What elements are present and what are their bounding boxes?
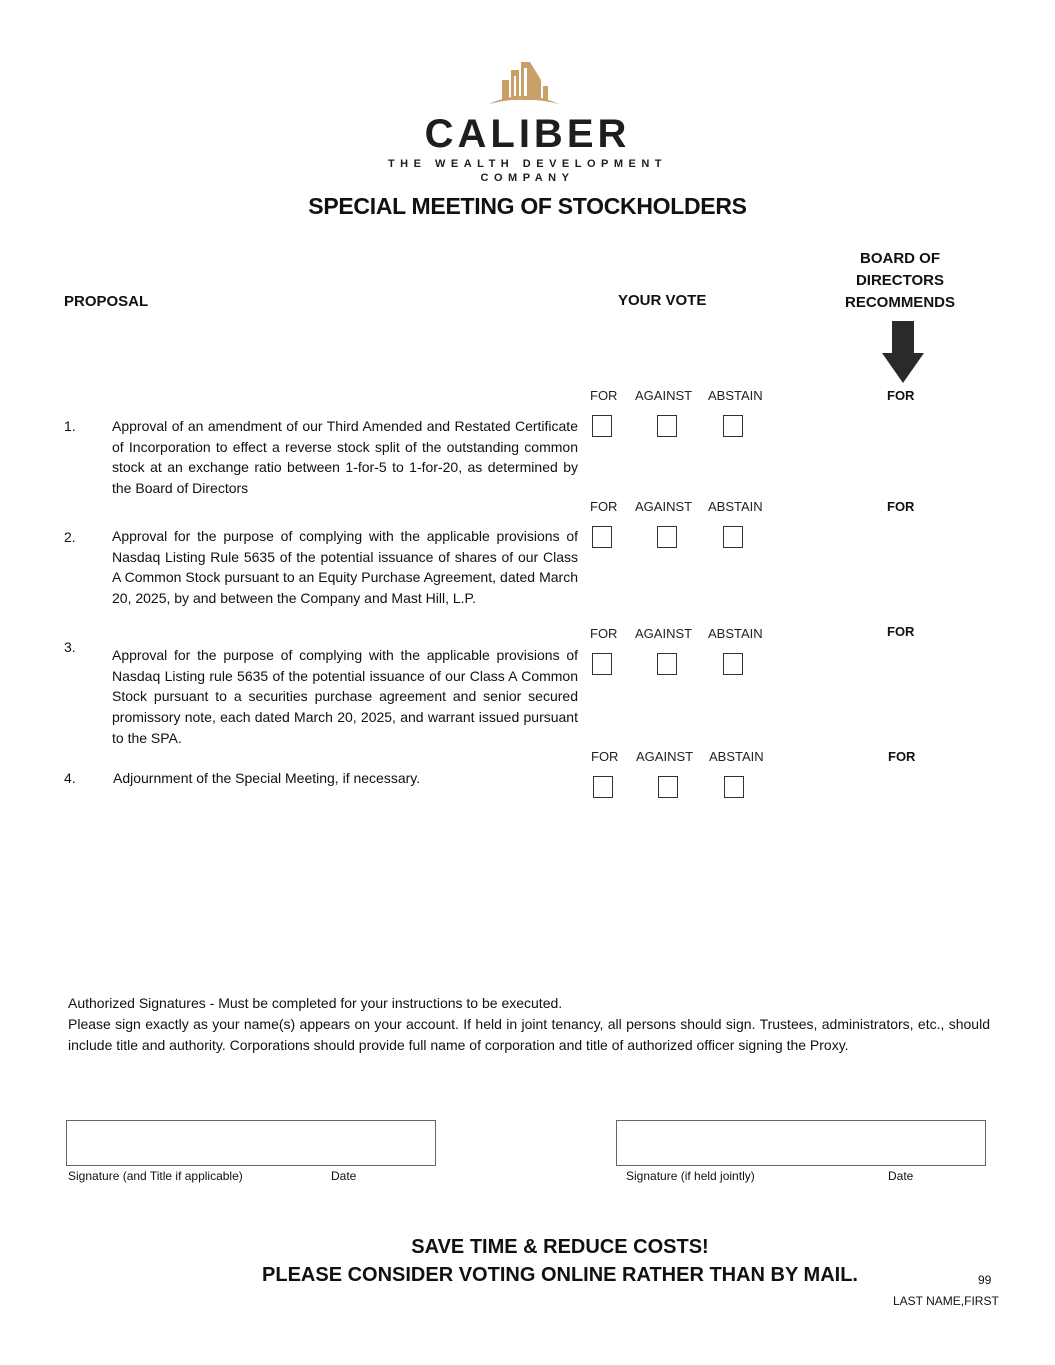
p3-recommendation: FOR xyxy=(887,624,915,639)
p1-for-label: FOR xyxy=(590,388,618,403)
p3-for-label: FOR xyxy=(590,626,618,641)
p4-for-checkbox[interactable] xyxy=(593,776,613,798)
arrow-down-icon xyxy=(882,321,924,383)
p2-abstain-checkbox[interactable] xyxy=(723,526,743,548)
p1-against-checkbox[interactable] xyxy=(657,415,677,437)
signatures-paragraph: Please sign exactly as your name(s) appears on your account. If held in joint tenancy, all persons should sign. Trustees, administrators, etc., should include title and authority. Corporations should provide full name of corporation and title of authorized officer signing the Proxy. xyxy=(68,1016,990,1053)
p3-number: 3. xyxy=(64,639,76,655)
footer-line1: SAVE TIME & REDUCE COSTS! xyxy=(411,1236,709,1258)
p1-abstain-label: ABSTAIN xyxy=(708,388,763,403)
p2-recommendation: FOR xyxy=(887,499,915,514)
signature-1-label: Signature (and Title if applicable) xyxy=(68,1169,243,1183)
p4-against-checkbox[interactable] xyxy=(658,776,678,798)
page-title: SPECIAL MEETING OF STOCKHOLDERS xyxy=(308,193,747,219)
brand-name: CALIBER xyxy=(424,112,631,156)
p3-text: Approval for the purpose of complying with the applicable provisions of Nasdaq Listing rule 5635 of the potential issuance of our Class A Common Stock pursuant to a securities purchase agreement and senior secured promissory note, each dated March 20, 2025, and warrant issued pursuant to the SPA. xyxy=(112,647,578,746)
p1-for-checkbox[interactable] xyxy=(592,415,612,437)
signature-field-2[interactable] xyxy=(616,1120,986,1166)
p3-abstain-label: ABSTAIN xyxy=(708,626,763,641)
p2-for-checkbox[interactable] xyxy=(592,526,612,548)
proposal-header: PROPOSAL xyxy=(64,293,149,310)
p4-recommendation: FOR xyxy=(888,749,916,764)
p1-abstain-checkbox[interactable] xyxy=(723,415,743,437)
p2-against-label: AGAINST xyxy=(635,499,693,514)
board-header-line3: RECOMMENDS xyxy=(844,294,955,311)
page-number: 99 xyxy=(978,1273,992,1287)
p3-for-checkbox[interactable] xyxy=(592,653,612,675)
footer-line2: PLEASE CONSIDER VOTING ONLINE RATHER THAN BY MAIL. xyxy=(262,1264,858,1286)
p2-against-checkbox[interactable] xyxy=(657,526,677,548)
p1-text: Approval of an amendment of our Third Amended and Restated Certificate of Incorporation to effect a reverse stock split of the outstanding common stock at an exchange ratio between 1-for-5 to 1-for-20, as determined by the Board of Directors xyxy=(112,418,578,497)
p4-against-label: AGAINST xyxy=(636,749,694,764)
p4-abstain-checkbox[interactable] xyxy=(724,776,744,798)
p4-for-label: FOR xyxy=(591,749,619,764)
board-recommends-header xyxy=(830,248,970,314)
p4-number: 4. xyxy=(64,770,76,786)
brand-tagline-line1: THE WEALTH DEVELOPMENT xyxy=(387,158,668,170)
your-vote-header: YOUR VOTE xyxy=(618,292,707,309)
p2-text: Approval for the purpose of complying with the applicable provisions of Nasdaq Listing Rule 5635 of the potential issuance of shares of our Class A Common Stock pursuant to an Equity Purchase Agreement, dated March 20, 2025, by and between the Company and Mast Hill, L.P. xyxy=(112,528,578,607)
p1-number: 1. xyxy=(64,418,76,434)
p2-number: 2. xyxy=(64,529,76,545)
signature-1-date-label: Date xyxy=(331,1169,357,1183)
p3-abstain-checkbox[interactable] xyxy=(723,653,743,675)
name-label: LAST NAME,FIRST xyxy=(893,1294,999,1308)
board-header-line2: DIRECTORS xyxy=(855,272,945,289)
p1-against-label: AGAINST xyxy=(635,388,693,403)
p3-against-checkbox[interactable] xyxy=(657,653,677,675)
signature-2-date-label: Date xyxy=(888,1169,914,1183)
p3-against-label: AGAINST xyxy=(635,626,693,641)
p1-recommendation: FOR xyxy=(887,388,915,403)
signature-2-label: Signature (if held jointly) xyxy=(626,1169,755,1183)
signature-field-1[interactable] xyxy=(66,1120,436,1166)
p2-for-label: FOR xyxy=(590,499,618,514)
p4-abstain-label: ABSTAIN xyxy=(709,749,764,764)
brand-tagline-line2: COMPANY xyxy=(480,172,575,184)
caliber-logo-icon xyxy=(485,58,561,106)
board-header-line1: BOARD OF xyxy=(860,250,940,267)
signatures-instruction: Authorized Signatures - Must be completed for your instructions to be executed. xyxy=(68,995,563,1011)
p4-text: Adjournment of the Special Meeting, if necessary. xyxy=(113,770,421,786)
p2-abstain-label: ABSTAIN xyxy=(708,499,763,514)
